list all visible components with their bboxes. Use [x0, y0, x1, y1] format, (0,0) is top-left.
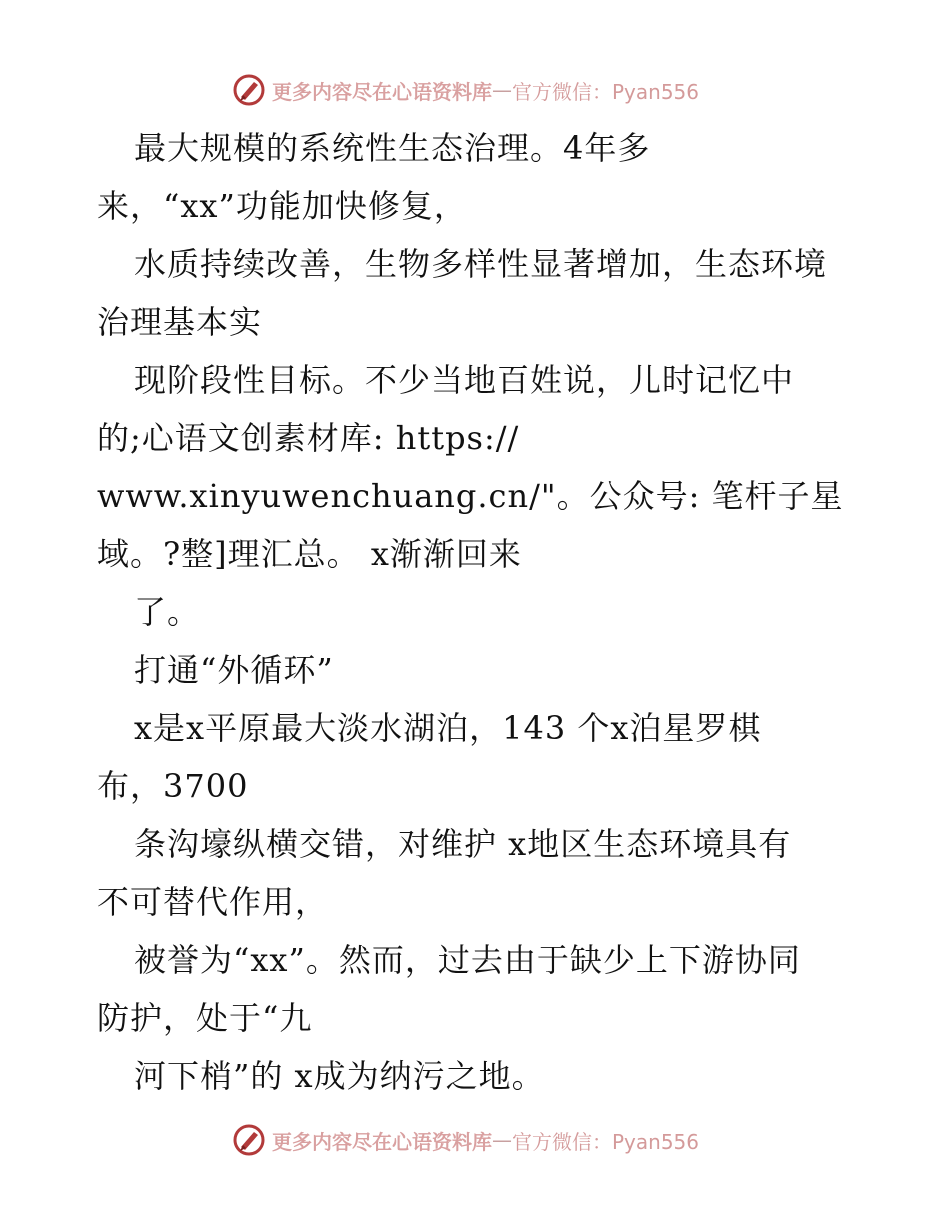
text-line: x是x平原最大淡水湖泊，143 个x泊星罗棋 — [134, 709, 762, 747]
brand-logo-icon — [232, 1123, 266, 1157]
text-line: www.xinyuwenchuang.cn/"。公众号: 笔杆子星 — [97, 477, 844, 515]
text-line: 水质持续改善，生物多样性显著增加，生态环境 — [134, 245, 828, 283]
text-line: 的;心语文创素材库: https:// — [97, 419, 520, 457]
text-line: 布，3700 — [97, 767, 249, 805]
footer-banner — [232, 1120, 699, 1160]
text-line: 治理基本实 — [97, 303, 263, 341]
header-separator: — — [492, 78, 512, 102]
text-line: 域。?整]理汇总。 x渐渐回来 — [97, 535, 522, 573]
header-wechat-text: 官方微信：Pyan556 — [512, 79, 700, 104]
brand-logo-icon — [232, 73, 266, 107]
text-line: 被誉为“xx”。然而，过去由于缺少上下游协同 — [134, 941, 801, 979]
header-banner — [232, 70, 699, 110]
text-line: 了。 — [134, 593, 201, 631]
text-line: 最大规模的系统性生态治理。4年多 — [134, 129, 651, 167]
text-line: 河下梢”的 x成为纳污之地。 — [134, 1057, 545, 1095]
text-line: 防护，处于“九 — [97, 999, 313, 1037]
header-brand-text: 更多内容尽在心语资料库 — [272, 79, 492, 104]
text-line: 来，“xx”功能加快修复， — [97, 187, 467, 225]
text-line: 条沟壕纵横交错，对维护 x地区生态环境具有 — [134, 825, 792, 863]
text-line: 现阶段性目标。不少当地百姓说，儿时记忆中 — [134, 361, 795, 399]
footer-separator: — — [492, 1128, 512, 1152]
text-line: 不可替代作用， — [97, 883, 329, 921]
section-heading: 打通“外循环” — [134, 651, 334, 689]
footer-brand-text: 更多内容尽在心语资料库 — [272, 1129, 492, 1154]
footer-wechat-text: 官方微信：Pyan556 — [512, 1129, 700, 1154]
